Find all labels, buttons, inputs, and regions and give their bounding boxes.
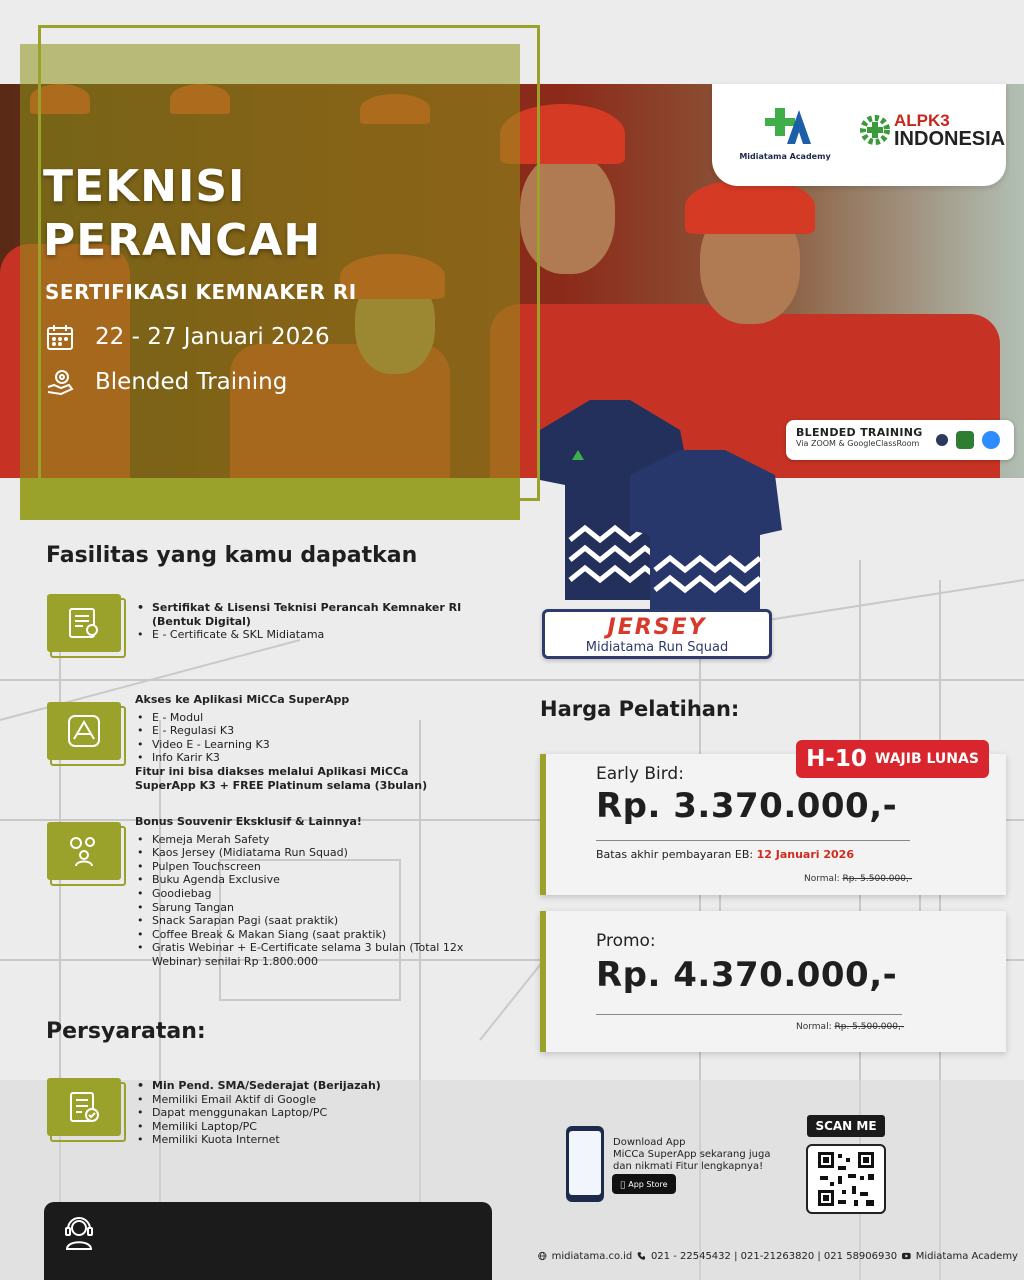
deadline-date: 12 Januari 2026: [756, 848, 854, 861]
customer-support-icon: [62, 1216, 96, 1250]
facility-group-2-note: Fitur ini bisa diakses melalui Aplikasi MiCCa SuperApp K3 + FREE Platinum selama (3bulan): [135, 764, 428, 792]
hero-date: 22 - 27 Januari 2026: [95, 324, 330, 350]
facility-item: • E - Regulasi K3: [135, 724, 435, 738]
promo-label: Promo:: [596, 931, 656, 951]
zoom-icon: [982, 431, 1000, 449]
facility-group-2: [135, 693, 435, 792]
globe-icon: [538, 1249, 547, 1263]
gear-person-icon: [66, 833, 102, 869]
alpk3-line1: ALPK3: [894, 111, 950, 130]
midiatama-mark-icon: [755, 104, 815, 146]
facility-item: • E - Certificate & SKL Midiatama: [135, 628, 465, 642]
footer: [538, 1246, 1018, 1266]
contact-bar: [44, 1202, 492, 1280]
facility-item: • Coffee Break & Makan Siang (saat praktik): [135, 928, 475, 942]
requirement-item: • Memiliki Kuota Internet: [135, 1133, 465, 1147]
facility-item: • Sertifikat & Lisensi Teknisi Perancah Kemnaker RI (Bentuk Digital): [135, 601, 465, 628]
phone-icon: [637, 1249, 646, 1263]
requirement-item: • Min Pend. SMA/Sederajat (Berijazah): [135, 1079, 465, 1093]
alpk3-logo: [860, 112, 1005, 148]
jersey-label: [542, 609, 772, 659]
micca-app-icon: [66, 713, 102, 749]
midiatama-logo: Midiatama Academy: [730, 104, 840, 168]
qr-code[interactable]: [806, 1144, 886, 1214]
requirements-list: [135, 1079, 465, 1147]
qr-code-icon: [808, 1146, 884, 1212]
alpk3-line2: INDONESIA: [894, 128, 1006, 150]
hero-title: TEKNISI PERANCAH: [43, 161, 322, 266]
google-classroom-icon: [956, 431, 974, 449]
youtube-icon: [902, 1249, 911, 1263]
blended-badge-subtitle: Via ZOOM & GoogleClassRoom: [796, 439, 920, 448]
bonus-feature-icon: [47, 822, 125, 884]
early-bird-price: Rp. 3.370.000,-: [596, 786, 898, 826]
checklist-icon: [66, 1089, 102, 1125]
facility-group-3-heading: Bonus Souvenir Eksklusif & Lainnya!: [135, 815, 362, 828]
h10-badge-small: WAJIB LUNAS: [874, 751, 979, 767]
requirement-item: • Memiliki Laptop/PC: [135, 1120, 465, 1134]
facility-item: • Sarung Tangan: [135, 901, 475, 915]
logo-box: [712, 84, 1006, 186]
hand-gear-icon: [45, 367, 75, 397]
early-bird-label: Early Bird:: [596, 764, 684, 784]
facilities-title: Fasilitas yang kamu dapatkan: [46, 543, 418, 568]
hero-mode: Blended Training: [95, 369, 288, 395]
apple-icon: [620, 1180, 625, 1189]
facility-group-3: [135, 815, 475, 969]
requirement-item: • Dapat menggunakan Laptop/PC: [135, 1106, 465, 1120]
facility-item: • Gratis Webinar + E-Certificate selama 3 bulan (Total 12x Webinar) senilai Rp 1.800.000: [135, 941, 475, 968]
hero-subtitle: SERTIFIKASI KEMNAKER RI: [45, 280, 357, 304]
app-download-text: Download App MiCCa SuperApp sekarang juga dan nikmati Fitur lengkapnya!: [613, 1137, 771, 1172]
footer-youtube[interactable]: Midiatama Academy: [915, 1250, 1018, 1262]
early-bird-deadline: Batas akhir pembayaran EB: 12 Januari 2026: [596, 848, 854, 861]
scan-me-label: SCAN ME: [807, 1115, 885, 1137]
facility-group-1: [135, 601, 465, 642]
requirements-feature-icon: [47, 1078, 125, 1140]
certificate-icon: [66, 605, 102, 641]
price-heading: Harga Pelatihan:: [540, 697, 740, 721]
jersey-illustration: [520, 390, 790, 620]
divider: [596, 840, 910, 841]
facility-item: • Buku Agenda Exclusive: [135, 873, 475, 887]
footer-phones: 021 - 22545432 | 021-21263820 | 021 58906930: [650, 1250, 898, 1262]
location-icon: [936, 434, 948, 446]
h10-badge-big: H-10: [806, 746, 867, 772]
requirements-title: Persyaratan:: [46, 1019, 206, 1044]
app-feature-icon: [47, 702, 125, 764]
facility-item: • Kaos Jersey (Midiatama Run Squad): [135, 846, 475, 860]
facility-item: • Goodiebag: [135, 887, 475, 901]
app-store-button[interactable]: App Store: [612, 1174, 676, 1194]
hero-date-row: [45, 322, 330, 352]
facility-item: • E - Modul: [135, 711, 435, 725]
requirement-item: • Memiliki Email Aktif di Google: [135, 1093, 465, 1107]
promo-normal-price: Normal: Rp. 5.500.000,-: [796, 1022, 905, 1032]
jersey-subtitle: Midiatama Run Squad: [585, 640, 729, 655]
facility-group-2-heading: Akses ke Aplikasi MiCCa SuperApp: [135, 693, 350, 706]
facility-item: • Snack Sarapan Pagi (saat praktik): [135, 914, 475, 928]
gear-cross-icon: [860, 112, 890, 148]
facility-item: • Info Karir K3: [135, 751, 435, 765]
facility-item: • Pulpen Touchscreen: [135, 860, 475, 874]
jersey-title: JERSEY: [607, 615, 707, 640]
blended-training-badge: [786, 420, 1014, 460]
calendar-icon: [45, 322, 75, 352]
facility-item: • Video E - Learning K3: [135, 738, 435, 752]
phone-mockup: [566, 1126, 604, 1202]
promo-card: [540, 911, 1006, 1052]
h10-badge: [796, 740, 989, 778]
blended-badge-title: BLENDED TRAINING: [796, 426, 923, 439]
footer-website[interactable]: midiatama.co.id: [551, 1250, 633, 1262]
facility-item: • Kemeja Merah Safety: [135, 833, 475, 847]
early-bird-normal-price: Normal: Rp. 5.500.000,-: [804, 874, 913, 884]
divider: [596, 1014, 902, 1015]
promo-price: Rp. 4.370.000,-: [596, 955, 898, 995]
hero-mode-row: [45, 367, 287, 397]
certificate-feature-icon: [47, 594, 125, 656]
